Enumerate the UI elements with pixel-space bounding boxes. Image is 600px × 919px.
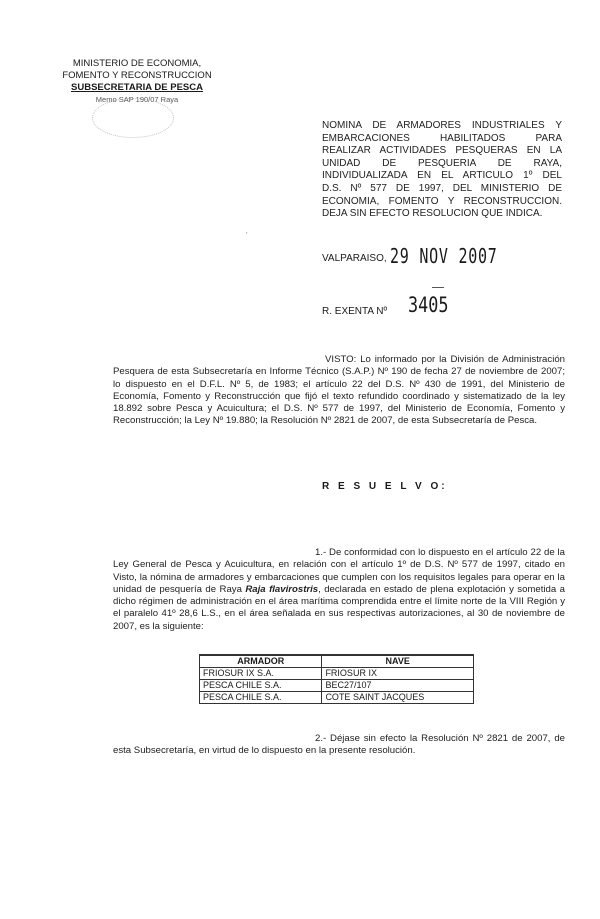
subject-line: INDIVIDUALIZADA EN EL ARTICULO 1º DEL xyxy=(322,170,562,182)
article-1-lead: 1.- De conformidad con lo dispuesto en el artículo xyxy=(315,547,528,558)
margin-mark: ' xyxy=(246,231,248,240)
article-1-text-a: 22 de la Ley General de Pesca y Acuicultura, en relación con el artículo 1º de D.S. Nº 577 de 1997, citado en Visto, la nómina de armadores y embarcaciones que cumplen con los requisitos legales para operar en la unidad de pesquería de Raya xyxy=(113,547,566,595)
column-header-armador: ARMADOR xyxy=(200,655,322,668)
armadores-table xyxy=(199,654,474,704)
date-stamp: 29 NOV 2007 xyxy=(390,244,498,268)
resuelvo-heading: R E S U E L V O: xyxy=(322,481,448,492)
resolution-number: 3405 xyxy=(408,293,449,317)
official-seal-stamp xyxy=(92,98,174,138)
subject-line: NOMINA DE ARMADORES INDUSTRIALES Y xyxy=(322,120,562,131)
article-1-paragraph xyxy=(113,547,565,633)
article-2-text: 2007, de esta Subsecretaría, en virtud de lo dispuesto en la presente resolución. xyxy=(113,733,565,757)
article-2-paragraph xyxy=(113,733,565,758)
nave-cell: FRIOSUR IX xyxy=(322,668,474,680)
table-row xyxy=(200,680,474,692)
subject-line: ECONOMIA, FOMENTO Y RECONSTRUCCION. xyxy=(322,195,562,207)
subject-line: DEJA SIN EFECTO RESOLUCION QUE INDICA. xyxy=(322,208,543,220)
column-header-nave: NAVE xyxy=(322,655,474,668)
visto-paragraph xyxy=(113,354,565,428)
article-2-lead: 2.- Déjase sin efecto la Resolución Nº 2821 de xyxy=(315,733,523,744)
place-label: VALPARAISO, xyxy=(322,253,387,264)
article-1-text-b: , declarada en estado de plena explotación y sometida a dicho régimen de administración en el área marítima comprendida entre el límite norte de la VIII Región y el paralelo 41º 28,6 L.S., en el área señalada en sus respectivas autorizaciones, al 30 de noviembre de 2007, es la siguiente: xyxy=(113,583,565,632)
subject-line: D.S. Nº 577 DE 1997, DEL MINISTERIO DE xyxy=(322,182,562,194)
subject-line: REALIZAR ACTIVIDADES PESQUERAS EN LA xyxy=(322,145,562,157)
resolution-subject xyxy=(322,120,562,221)
memo-reference: Memo SAP 190/07 Raya xyxy=(95,95,179,104)
subsecretaria-line: SUBSECRETARIA DE PESCA xyxy=(71,82,203,93)
resolution-number-label: R. EXENTA Nº xyxy=(322,306,388,317)
table-row xyxy=(200,692,474,704)
subject-line: EMBARCACIONES HABILITADOS PARA xyxy=(322,132,562,144)
species-name: Raja flavirostris xyxy=(245,583,319,595)
subject-line: UNIDAD DE PESQUERIA DE RAYA, xyxy=(322,157,562,169)
ministry-line-1: MINISTERIO DE ECONOMIA, xyxy=(72,58,202,69)
armador-cell: PESCA CHILE S.A. xyxy=(200,680,322,692)
table-row xyxy=(200,668,474,680)
armador-cell: PESCA CHILE S.A. xyxy=(200,692,322,704)
divider-mark xyxy=(432,287,444,288)
table-header-row xyxy=(200,655,474,668)
armador-cell: FRIOSUR IX S.A. xyxy=(200,668,322,680)
ministry-line-2: FOMENTO Y RECONSTRUCCION xyxy=(62,70,212,81)
nave-cell: COTE SAINT JACQUES xyxy=(322,692,474,704)
nave-cell: BEC27/107 xyxy=(322,680,474,692)
visto-text: Lo informado por la División de Administración Pesquera de esta Subsecretaría en Informe Técnico (S.A.P.) Nº 190 de fecha 27 de noviembre de 2007; lo dispuesto en el D.F.L. Nº 5, de 1983; el artículo 22 del D.S. Nº 430 de 1991, del Ministerio de Economía, Fomento y Reconstrucción que fijó el texto refundido coordinado y sistematizado de la ley 18.892 sobre Pesca y Acuicultura; el D.S. Nº 577 de 1997, del Ministerio de Economía, Fomento y Reconstrucción; la Ley Nº 19.880; la Resolución Nº 2821 de 2007, de esta Subsecretaría de Pesca. xyxy=(113,354,565,427)
visto-lead: VISTO: xyxy=(325,354,357,365)
